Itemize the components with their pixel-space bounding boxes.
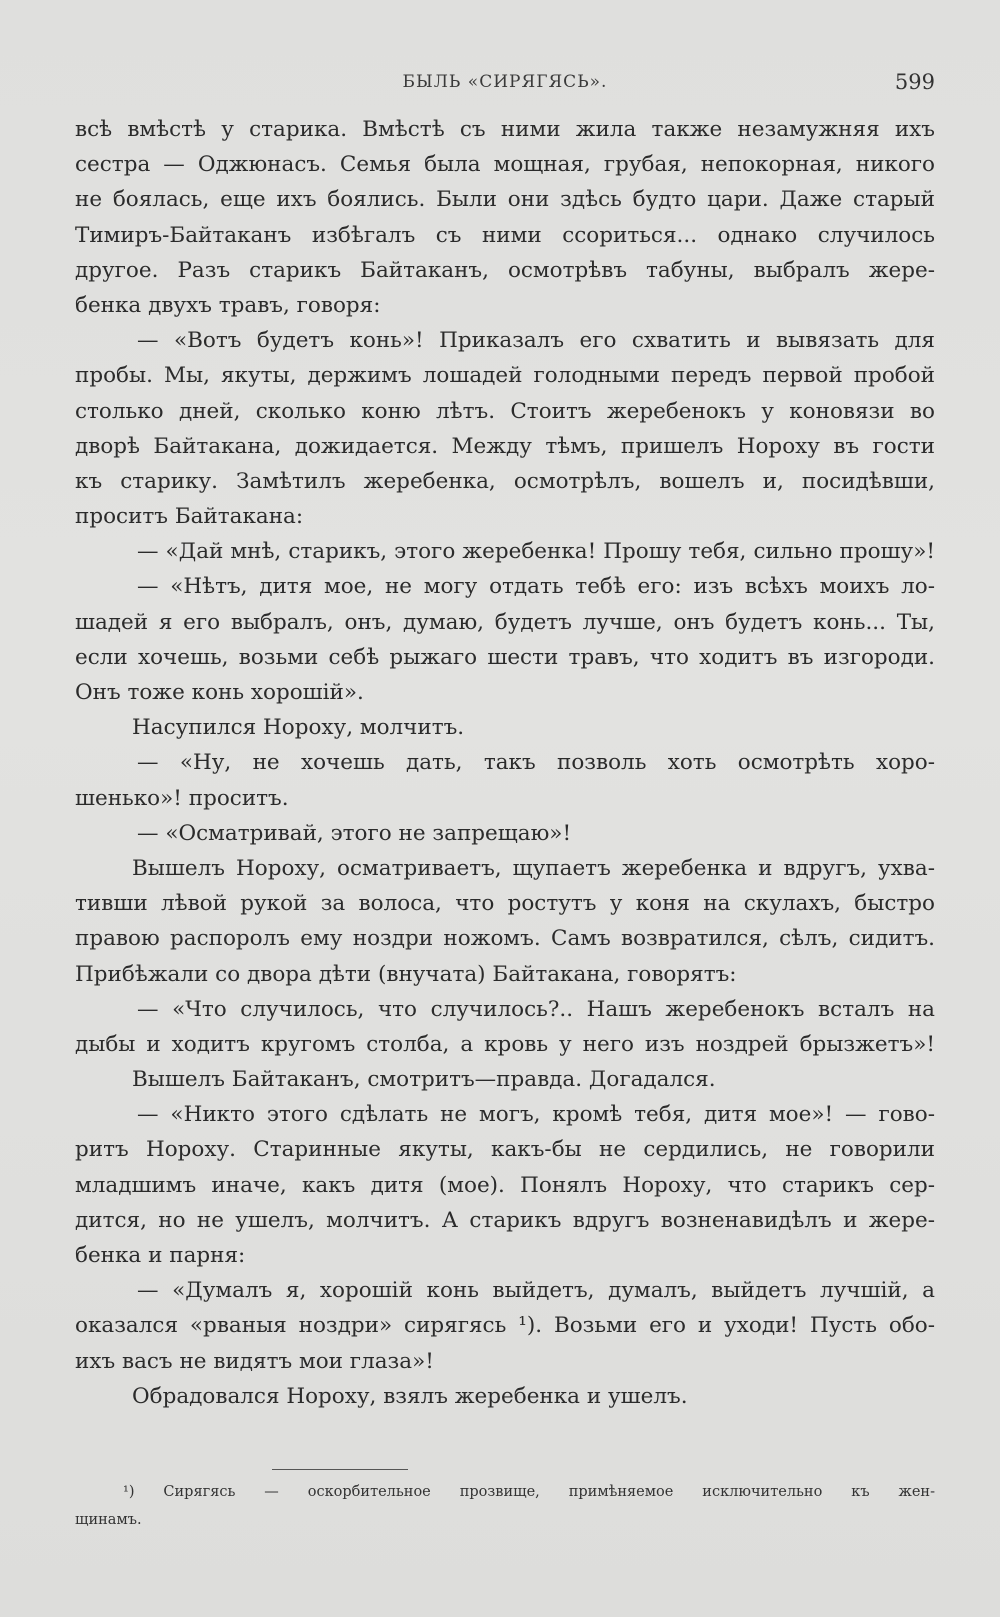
text-line: — «Ну, не хочешь дать, такъ позволь хоть осмотрѣть хоро- — [137, 750, 935, 776]
text-line: — «Что случилось, что случилось?.. Нашъ жеребенокъ всталъ на — [137, 996, 935, 1022]
footnote-divider — [272, 1469, 408, 1470]
text-line: Насупился Нороху, молчитъ. — [132, 715, 465, 741]
page-number: 599 — [894, 70, 935, 94]
footnote — [75, 1478, 935, 1534]
text-line: пробы. Мы, якуты, держимъ лошадей голодными передъ первой пробой — [75, 363, 935, 389]
text-line: Вышелъ Нороху, осматриваетъ, щупаетъ жеребенка и вдругъ, ухва- — [132, 855, 935, 881]
text-line: столько дней, сколько коню лѣтъ. Стоитъ жеребенокъ у коновязи во — [75, 398, 935, 424]
text-line: проситъ Байтакана: — [75, 504, 304, 530]
text-line: тивши лѣвой рукой за волоса, что ростутъ у коня на скулахъ, быстро — [75, 891, 935, 917]
text-line: Тимиръ-Байтаканъ избѣгалъ съ ними ссориться... однако случилось — [75, 222, 935, 248]
text-line: оказался «рваныя ноздри» сирягясь ¹). Возьми его и уходи! Пусть обо- — [75, 1313, 935, 1339]
text-line: Обрадовался Нороху, взялъ жеребенка и ушелъ. — [132, 1383, 688, 1409]
footnote-line: ¹) Сирягясь — оскорбительное прозвище, примѣняемое исключительно къ жен- — [123, 1484, 935, 1500]
text-line: дится, но не ушелъ, молчитъ. А старикъ вдругъ возненавидѣлъ и жере- — [75, 1207, 935, 1233]
text-line: — «Думалъ я, хорошій конь выйдетъ, думалъ, выйдетъ лучшій, а — [137, 1278, 935, 1304]
text-line: — «Осматривай, этого не запрещаю»! — [137, 820, 572, 846]
running-title: БЫЛЬ «СИРЯГЯСЬ». — [402, 72, 608, 92]
text-line: младшимъ иначе, какъ дитя (мое). Понялъ Нороху, что старикъ сер- — [75, 1172, 935, 1198]
text-line: всѣ вмѣстѣ у старика. Вмѣстѣ съ ними жила также незамужняя ихъ — [75, 117, 935, 142]
text-line: дворѣ Байтакана, дожидается. Между тѣмъ, пришелъ Нороху въ гости — [75, 433, 935, 459]
text-line: шадей я его выбралъ, онъ, думаю, будетъ лучше, онъ будетъ конь... Ты, — [75, 609, 935, 635]
text-line: дыбы и ходитъ кругомъ столба, а кровь у него изъ ноздрей брызжетъ»! — [75, 1031, 935, 1057]
text-line: — «Вотъ будетъ конь»! Приказалъ его схватить и вывязать для — [137, 328, 935, 354]
text-line: — «Никто этого сдѣлать не могъ, кромѣ тебя, дитя мое»! — гово- — [137, 1102, 935, 1128]
text-line: ихъ васъ не видятъ мои глаза»! — [75, 1348, 434, 1374]
text-line: — «Дай мнѣ, старикъ, этого жеребенка! Прошу тебя, сильно прошу»! — [137, 539, 935, 565]
text-line: Онъ тоже конь хорошій». — [75, 680, 364, 705]
text-line: ритъ Нороху. Старинные якуты, какъ-бы не сердились, не говорили — [75, 1137, 935, 1163]
footnote-line: щинамъ. — [75, 1512, 142, 1528]
text-line: не боялась, еще ихъ боялись. Были они здѣсь будто цари. Даже старый — [75, 187, 935, 213]
text-line: — «Нѣтъ, дитя мое, не могу отдать тебѣ его: изъ всѣхъ моихъ ло- — [137, 574, 935, 600]
text-line: другое. Разъ старикъ Байтаканъ, осмотрѣвъ табуны, выбралъ жере- — [75, 257, 935, 283]
text-line: правою распоролъ ему ноздри ножомъ. Самъ возвратился, сѣлъ, сидитъ. — [75, 926, 935, 952]
text-line: къ старику. Замѣтилъ жеребенка, осмотрѣлъ, вошелъ и, посидѣвши, — [75, 468, 935, 494]
text-line: шенько»! проситъ. — [75, 785, 289, 811]
text-line: Вышелъ Байтаканъ, смотритъ—правда. Догадался. — [132, 1067, 716, 1093]
text-line: бенка двухъ травъ, говоря: — [75, 292, 381, 318]
text-line: Прибѣжали со двора дѣти (внучата) Байтакана, говорятъ: — [75, 961, 737, 987]
text-line: если хочешь, возьми себѣ рыжаго шести травъ, что ходитъ въ изгороди. — [75, 644, 935, 670]
running-head — [75, 72, 935, 98]
text-line: бенка и парня: — [75, 1243, 246, 1268]
body-text — [75, 112, 935, 1414]
text-line: сестра — Оджюнасъ. Семья была мощная, грубая, непокорная, никого — [75, 152, 935, 178]
